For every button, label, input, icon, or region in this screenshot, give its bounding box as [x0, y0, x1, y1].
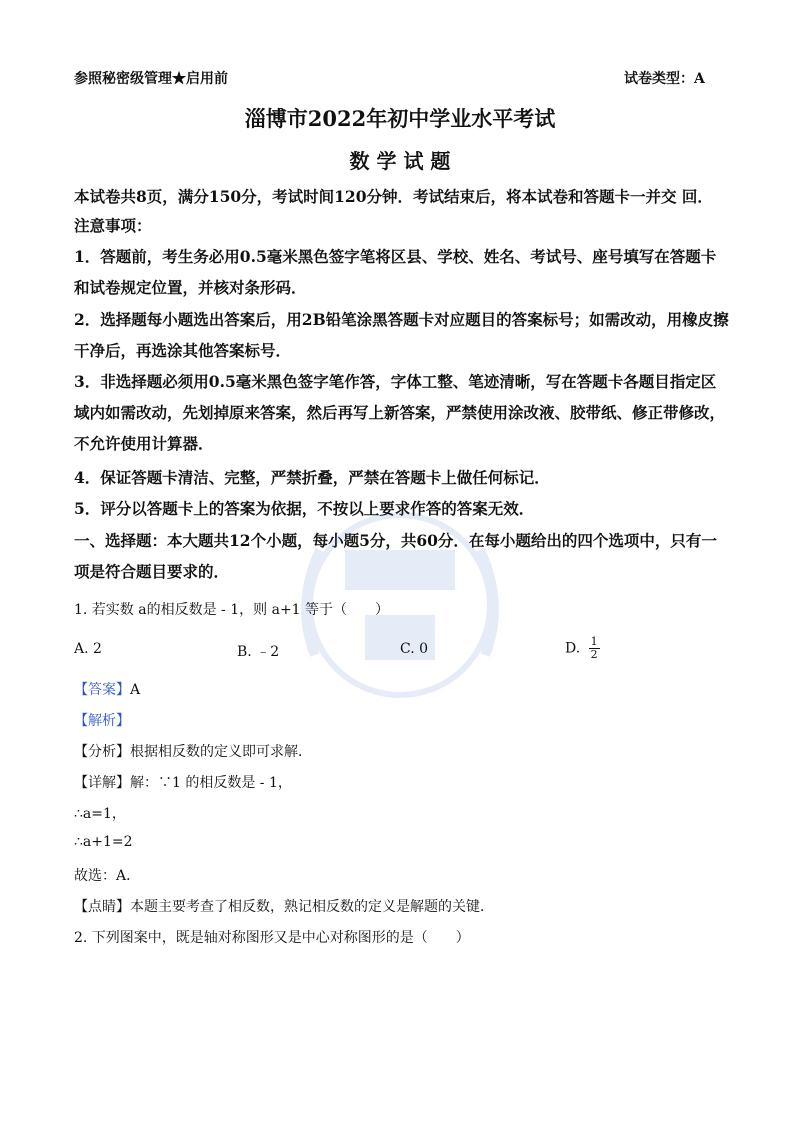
detail-text: 解：∵1 的相反数是 - 1， — [130, 775, 292, 791]
fraction-numerator: 1 — [590, 635, 598, 648]
analysis-text: 根据相反数的定义即可求解． — [130, 744, 312, 760]
notice-item-5: 5．评分以答题卡上的答案为依据，不按以上要求作答的答案无效． — [74, 499, 535, 518]
section-1-heading: 一、选择题：本大题共12个小题，每小题5分，共60分．在每小题给出的四个选项中，只有一项是符合题目要求的． — [74, 531, 717, 581]
question-2-stem: 2. 下列图案中，既是轴对称图形又是中心对称图形的是（ ） — [74, 930, 470, 946]
intro-text: 本试卷共8页，满分150分，考试时间120分钟．考试结束后，将本试卷和答题卡一并交 回． — [74, 187, 713, 206]
step-1: ∴a=1， — [74, 806, 126, 822]
analysis-line — [74, 741, 312, 761]
comment-text: 本题主要考查了相反数，熟记相反数的定义是解题的关键． — [130, 899, 494, 915]
notice-item-3: 3．非选择题必须用0.5毫米黑色签字笔作答，字体工整、笔迹清晰，写在答题卡各题目指定区域内如需改动，先划掉原来答案，然后再写上新答案，严禁使用涂改液、胶带纸、修正带修改，不允许使用计算器． — [74, 372, 726, 453]
option-d-fraction — [589, 636, 600, 661]
exam-title: 淄博市2022年初中学业水平考试 — [244, 106, 556, 131]
header-right: 试卷类型：A — [624, 71, 705, 87]
comment-label: 【点睛】 — [74, 899, 130, 915]
option-d — [565, 636, 600, 661]
notice-item-1: 1．答题前，考生务必用0.5毫米黑色签字笔将区县、学校、姓名、考试号、座号填写在答题卡和试卷规定位置，并核对条形码． — [74, 247, 717, 297]
option-c: C. 0 — [400, 641, 429, 657]
option-b: B. ﹣2 — [237, 644, 280, 660]
step-2: ∴a+1=2 — [74, 834, 133, 850]
step-3: 故选：A． — [74, 868, 141, 884]
analysis-tag: 【解析】 — [74, 713, 130, 729]
notice-item-2: 2．选择题每小题选出答案后，用2B铅笔涂黑答题卡对应题目的答案标号；如需改动，用橡皮擦干净后，再选涂其他答案标号． — [74, 310, 729, 360]
option-d-label: D. — [565, 640, 581, 657]
analysis-label: 【分析】 — [74, 744, 130, 760]
fraction-denominator: 2 — [590, 648, 598, 661]
option-a: A. 2 — [74, 641, 102, 657]
question-1-stem: 1. 若实数 a的相反数是 - 1，则 a+1 等于（ ） — [74, 602, 390, 618]
answer-value: A — [130, 682, 141, 698]
detail-label: 【详解】 — [74, 775, 130, 791]
answer-line — [74, 679, 140, 699]
exam-subtitle: 数 学 试 题 — [349, 149, 451, 173]
detail-line — [74, 772, 292, 792]
header-left: 参照秘密级管理★启用前 — [74, 71, 228, 87]
notice-item-4: 4．保证答题卡清洁、完整，严禁折叠，严禁在答题卡上做任何标记． — [74, 468, 550, 487]
notice-heading: 注意事项： — [74, 216, 152, 235]
comment-line — [74, 896, 494, 916]
answer-tag: 【答案】 — [74, 682, 130, 698]
